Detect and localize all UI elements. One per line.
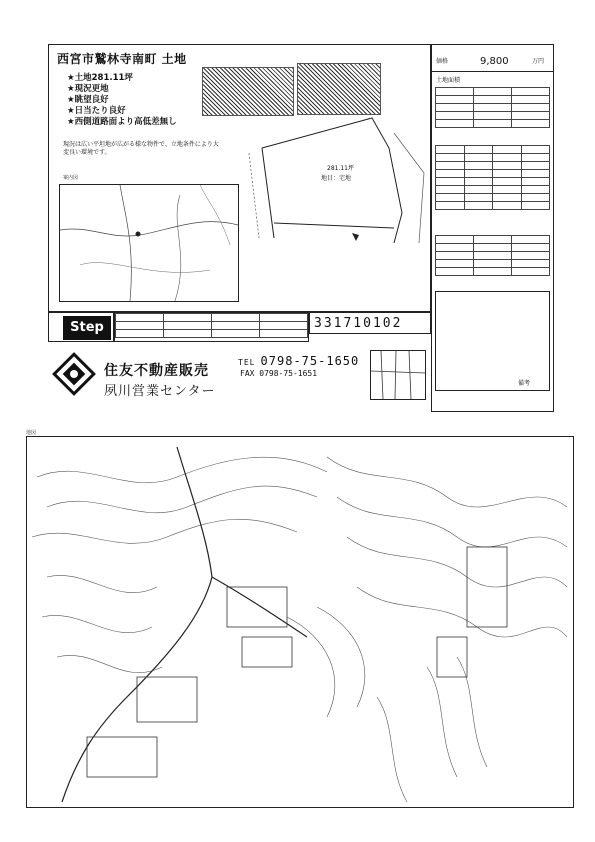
side-panel <box>431 44 554 412</box>
company-name: 住友不動産販売 <box>104 363 209 379</box>
property-title: 西宮市鷲林寺南町 土地 <box>57 52 187 66</box>
plot-zoning: 地目：宅地 <box>321 175 352 182</box>
map-label: 案内図 <box>63 175 79 181</box>
info-grid <box>114 312 309 342</box>
detail-table-1 <box>435 87 550 128</box>
feature-item: ★土地281.11坪 <box>67 73 133 83</box>
detail-table-3 <box>435 235 550 276</box>
logo-block <box>48 312 114 342</box>
fax-number: FAX 0798-75-1651 <box>240 369 318 378</box>
price-row <box>432 53 553 72</box>
company-logo-icon <box>52 352 96 396</box>
property-description: 現況は広い平坦地が広がる様な物件で、立地条件により大変良い環境です。 <box>63 141 219 156</box>
notes-label: 備考 <box>518 380 531 387</box>
notes-box <box>435 291 550 391</box>
step-logo-text: Step <box>70 320 104 335</box>
location-map <box>59 184 239 302</box>
price-unit: 万円 <box>532 58 545 65</box>
company-office: 夙川営業センター <box>104 384 216 399</box>
step-logo <box>63 316 111 340</box>
feature-item: ★西側道路面より高低差無し <box>67 117 177 127</box>
price-value: 9,800 <box>480 56 509 67</box>
phone-number: 0798-75-1650 <box>260 354 360 368</box>
registration-number: 331710102 <box>314 316 403 331</box>
topographic-map <box>26 436 574 808</box>
detail-table-2 <box>435 145 550 210</box>
property-photo-1 <box>202 67 294 116</box>
phone-label: TEL <box>238 358 256 367</box>
feature-item: ★眺望良好 <box>67 95 109 105</box>
side-panel-header: 土地面積 <box>436 77 461 84</box>
mini-map <box>370 350 426 400</box>
feature-list <box>67 73 177 128</box>
feature-item: ★現況更地 <box>67 84 109 94</box>
registration-box <box>309 312 431 334</box>
map-caption: 地図 <box>26 430 37 436</box>
flyer-panel <box>48 44 431 312</box>
feature-item: ★日当たり良好 <box>67 106 126 116</box>
price-label: 価格 <box>436 58 449 65</box>
property-photo-2 <box>297 63 381 115</box>
phone-row <box>238 350 359 369</box>
plot-area: 281.11坪 <box>327 165 354 172</box>
